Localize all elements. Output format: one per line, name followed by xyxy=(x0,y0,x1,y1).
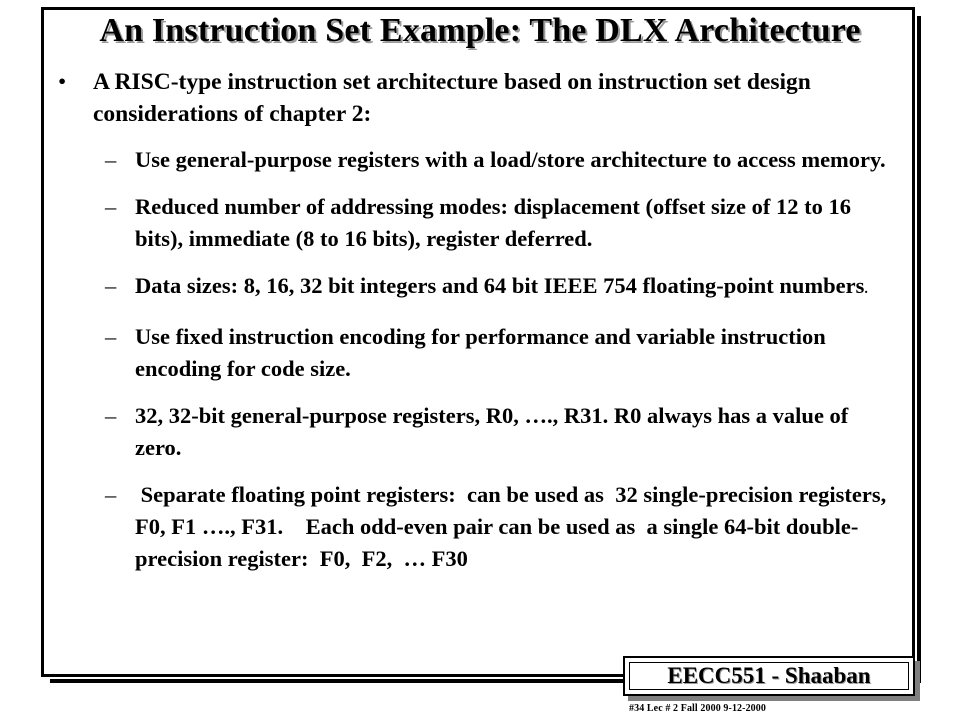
sub-bullet-marker: – xyxy=(105,194,117,219)
sub-bullet-marker: – xyxy=(105,324,117,349)
sub-bullet-text: Use fixed instruction encoding for performance and variable instruction encoding for code size. xyxy=(135,324,826,381)
sub-bullet-text: 32, 32-bit general-purpose registers, R0, …., R31. R0 always has a value of zero. xyxy=(135,403,849,460)
sub-bullet-gp-registers xyxy=(105,400,898,464)
sub-bullet-marker: – xyxy=(105,403,117,428)
main-bullet xyxy=(58,66,898,130)
sub-bullet-fp-registers xyxy=(105,479,898,575)
sub-bullet-marker: – xyxy=(105,273,117,298)
sub-bullet-data-sizes xyxy=(105,270,898,306)
sub-bullet-text-wrap xyxy=(135,270,898,306)
slide-title: An Instruction Set Example: The DLX Architecture xyxy=(99,12,861,49)
sub-bullet-text: Reduced number of addressing modes: displacement (offset size of 12 to 16 bits), immediate (8 to 16 bits), register deferred. xyxy=(135,194,852,251)
sub-bullet-text: Separate floating point registers: can be used as 32 single-precision registers, F0, F1 …., F31. Each odd-even pair can be used as a single 64-bit double-precision register: F0, F2, … F30 xyxy=(135,482,898,571)
sub-bullet-trailing-period: . xyxy=(864,282,868,297)
sub-bullet-marker: – xyxy=(105,482,117,507)
sub-bullet-encoding xyxy=(105,321,898,385)
course-badge xyxy=(623,656,915,696)
main-bullet-text: A RISC-type instruction set architecture based on instruction set design considerations of chapter 2: xyxy=(93,69,811,127)
bullet-marker: • xyxy=(58,69,67,95)
sub-bullet-addressing-modes xyxy=(105,191,898,255)
course-badge-label: EECC551 - Shaaban xyxy=(667,663,871,688)
slide-footer: #34 Lec # 2 Fall 2000 9-12-2000 xyxy=(629,703,766,714)
sub-bullet-marker: – xyxy=(105,147,117,172)
sub-bullet-text: Use general-purpose registers with a load/store architecture to access memory. xyxy=(135,147,886,172)
slide-content xyxy=(58,66,898,590)
sub-bullet-registers xyxy=(105,144,898,176)
sub-bullet-text: Data sizes: 8, 16, 32 bit integers and 64 bit IEEE 754 floating-point numbers xyxy=(135,273,865,298)
